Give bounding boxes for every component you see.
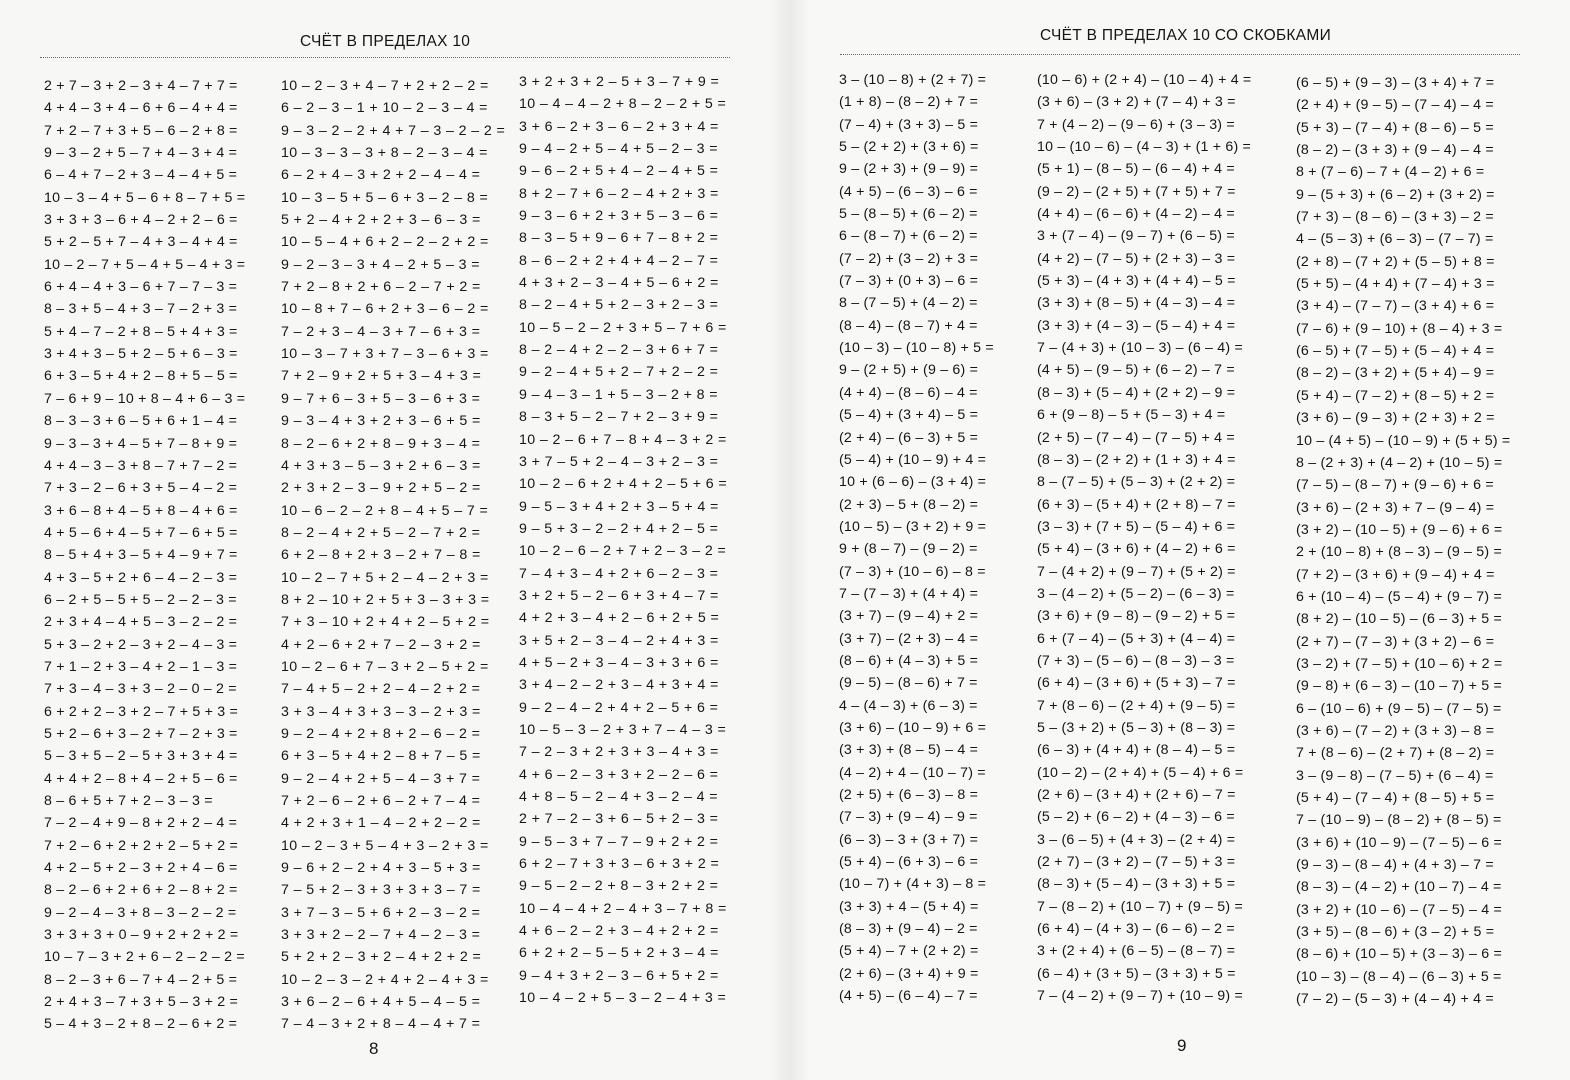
exercise-item: 4 + 4 – 3 + 4 – 6 + 6 – 4 + 4 =	[44, 100, 238, 117]
exercise-item: 7 + 2 – 8 + 2 + 6 – 2 – 7 + 2 =	[281, 279, 481, 296]
exercise-item: 8 – 2 – 4 + 2 – 2 – 3 + 6 + 7 =	[519, 342, 719, 359]
exercise-item: 4 + 2 – 6 + 2 + 7 – 2 – 3 + 2 =	[281, 636, 481, 653]
exercise-item: (10 – 5) – (3 + 2) + 9 =	[839, 518, 987, 535]
exercise-item: 6 + 4 – 4 + 3 – 6 + 7 – 7 – 3 =	[44, 279, 238, 296]
exercise-item: (7 – 3) + (10 – 6) – 8 =	[839, 563, 986, 580]
exercise-item: 9 – 2 – 3 – 3 + 4 – 2 + 5 – 3 =	[281, 256, 480, 273]
exercise-item: 7 + 2 – 6 + 2 + 2 + 2 – 5 + 2 =	[44, 837, 238, 854]
exercise-item: 3 – (6 – 5) + (4 + 3) – (2 + 4) =	[1037, 831, 1236, 848]
exercise-item: 4 + 8 – 5 – 2 – 4 + 3 – 2 – 4 =	[519, 789, 718, 805]
exercise-item: 3 + 4 + 3 – 5 + 2 – 5 + 6 – 3 =	[44, 346, 238, 363]
exercise-item: 9 – 3 – 2 – 2 + 4 + 7 – 3 – 2 – 2 =	[281, 122, 506, 139]
exercise-item: 8 – 5 + 4 + 3 – 5 + 4 – 9 + 7 =	[44, 547, 238, 564]
exercise-item: 6 + (7 – 4) – (5 + 3) + (4 – 4) =	[1037, 630, 1236, 647]
exercise-item: 7 – (8 – 2) + (10 – 7) + (9 – 5) =	[1037, 898, 1243, 915]
exercise-item: (3 + 2) + (10 – 6) – (7 – 5) – 4 =	[1296, 901, 1502, 918]
exercise-item: 3 + 5 + 2 – 3 – 4 – 2 + 4 + 3 =	[519, 632, 719, 649]
exercise-item: 10 – 2 – 3 – 2 + 4 + 2 – 4 + 3 =	[281, 971, 489, 988]
exercise-item: (5 + 4) – (7 – 2) + (8 – 5) + 2 =	[1296, 387, 1495, 404]
exercise-item: (8 – 3) – (2 + 2) + (1 + 3) + 4 =	[1037, 451, 1236, 468]
exercise-item: 6 + 2 – 7 + 3 + 3 – 6 + 3 + 2 =	[519, 856, 720, 873]
exercise-item: 10 – 2 – 3 + 5 – 4 + 3 – 2 + 3 =	[281, 837, 489, 854]
exercise-item: 10 – 3 – 7 + 3 + 7 – 3 – 6 + 3 =	[281, 346, 489, 363]
exercise-item: 6 + 2 – 8 + 2 + 3 – 2 + 7 – 8 =	[281, 547, 481, 564]
exercise-item: 9 – 3 – 2 + 5 – 7 + 4 – 3 + 4 =	[44, 145, 238, 162]
exercise-item: 10 – 5 – 4 + 6 + 2 – 2 – 2 + 2 =	[281, 234, 489, 251]
exercise-item: 9 – 5 – 3 + 7 – 7 – 9 + 2 + 2 =	[519, 833, 719, 850]
exercise-item: 10 – 7 – 3 + 2 + 6 – 2 – 2 – 2 =	[44, 949, 245, 966]
exercise-item: 3 + 7 – 5 + 2 – 4 – 3 + 2 – 3 =	[519, 453, 719, 470]
exercise-item: 2 + 7 – 2 – 3 + 6 – 5 + 2 – 3 =	[519, 811, 719, 828]
exercise-item: 9 – 2 – 4 – 2 + 4 + 2 – 5 + 6 =	[519, 699, 719, 716]
exercise-item: 6 – (8 – 7) + (6 – 2) =	[839, 228, 978, 245]
exercise-item: (5 + 4) – (7 – 4) + (8 – 5) + 5 =	[1296, 790, 1495, 806]
exercise-item: (8 – 3) + (5 – 4) – (3 + 3) + 5 =	[1037, 876, 1236, 893]
exercise-item: (5 – 2) + (6 – 2) + (4 – 3) – 6 =	[1037, 809, 1235, 826]
exercise-item: (8 – 3) + (5 – 4) + (2 + 2) – 9 =	[1037, 384, 1236, 401]
exercise-item: 8 – 3 – 3 + 6 – 5 + 6 + 1 – 4 =	[44, 413, 238, 430]
exercise-item: 5 – (3 + 2) + (5 – 3) + (8 – 3) =	[1037, 719, 1236, 736]
exercise-item: 9 – (5 + 3) + (6 – 2) + (3 + 2) =	[1296, 186, 1495, 203]
exercise-item: (4 + 4) – (8 – 6) – 4 =	[839, 384, 978, 401]
exercise-item: (4 + 5) – (9 – 5) + (6 – 2) – 7 =	[1037, 362, 1235, 379]
exercise-item: (6 – 3) – 3 + (3 + 7) =	[839, 831, 979, 848]
exercise-item: 9 – 6 – 2 + 5 + 4 – 2 – 4 + 5 =	[519, 163, 719, 180]
exercise-item: (2 + 6) – (3 + 4) + (2 + 6) – 7 =	[1037, 787, 1236, 803]
exercise-item: 6 + (10 – 4) – (5 – 4) + (9 – 7) =	[1296, 588, 1502, 605]
exercise-item: 6 – 2 – 3 – 1 + 10 – 2 – 3 – 4 =	[281, 100, 488, 117]
exercise-item: (8 – 6) + (4 – 3) + 5 =	[839, 652, 979, 669]
exercise-item: (4 + 4) – (6 – 6) + (4 – 2) – 4 =	[1037, 206, 1235, 223]
exercise-item: 8 – 3 + 5 – 4 + 3 – 7 – 2 + 3 =	[44, 301, 238, 318]
exercise-item: 8 – 2 – 6 + 2 + 6 + 2 – 8 + 2 =	[44, 882, 238, 899]
exercise-item: 9 – 3 – 3 + 4 – 5 + 7 – 8 + 9 =	[44, 435, 238, 452]
exercise-item: 9 – 5 + 3 – 2 – 2 + 4 + 2 – 5 =	[519, 520, 719, 537]
exercise-item: (5 + 3) – (7 – 4) + (8 – 6) – 5 =	[1296, 119, 1494, 136]
exercise-item: 7 – 5 + 2 – 3 + 3 + 3 + 3 – 7 =	[281, 882, 481, 899]
exercise-item: (2 + 4) + (9 – 5) – (7 – 4) – 4 =	[1296, 97, 1494, 114]
exercise-item: 7 + 3 – 2 – 6 + 3 + 5 – 4 – 2 =	[44, 480, 238, 497]
exercise-item: (2 + 8) – (7 + 2) + (5 – 5) + 8 =	[1296, 253, 1495, 270]
exercise-item: (3 + 6) – (10 – 9) + 6 =	[839, 719, 987, 736]
exercise-item: (3 + 3) + (8 – 5) – 4 =	[839, 742, 979, 759]
exercise-item: 3 + 6 – 8 + 4 – 5 + 8 – 4 + 6 =	[44, 502, 238, 519]
exercise-item: 4 + 2 + 3 + 1 – 4 – 2 + 2 – 2 =	[281, 815, 481, 832]
exercise-item: 2 + 7 – 3 + 2 – 3 + 4 – 7 + 7 =	[44, 78, 238, 94]
exercise-item: 7 + 3 – 10 + 2 + 4 + 2 – 5 + 2 =	[281, 614, 490, 631]
exercise-item: 10 – 4 – 4 – 2 + 8 – 2 – 2 + 5 =	[519, 96, 727, 113]
exercise-item: (9 – 3) – (8 – 4) + (4 + 3) – 7 =	[1296, 857, 1494, 874]
exercise-item: 10 – 5 – 3 – 2 + 3 + 7 – 4 – 3 =	[519, 721, 727, 738]
exercise-item: 8 – 2 – 6 + 2 + 8 – 9 + 3 – 4 =	[281, 435, 481, 452]
dotted-divider	[40, 57, 730, 58]
exercise-item: 10 – (10 – 6) – (4 – 3) + (1 + 6) =	[1037, 139, 1252, 156]
exercise-item: (3 + 6) + (9 – 8) – (9 – 2) + 5 =	[1037, 608, 1236, 625]
exercise-item: 10 – (4 + 5) – (10 – 9) + (5 + 5) =	[1296, 432, 1511, 449]
exercise-item: 7 – (4 + 2) + (9 – 7) + (5 + 2) =	[1037, 563, 1236, 580]
exercise-item: 10 – 4 – 2 + 5 – 3 – 2 – 4 + 3 =	[519, 990, 727, 1007]
exercise-item: 9 – 6 + 2 – 2 + 4 + 3 – 5 + 3 =	[281, 860, 481, 877]
exercise-item: (7 – 3) + (9 – 4) – 9 =	[839, 809, 978, 826]
exercise-item: 6 + 2 + 2 – 3 + 2 – 7 + 5 + 3 =	[44, 703, 238, 720]
exercise-item: 3 + (7 – 4) – (9 – 7) + (6 – 5) =	[1037, 228, 1235, 245]
exercise-item: 10 – 2 – 7 + 5 – 4 + 5 – 4 + 3 =	[44, 256, 246, 273]
exercise-item: 4 + 4 – 3 – 3 + 8 – 7 + 7 – 2 =	[44, 457, 238, 474]
exercise-item: 2 + 3 + 4 – 4 + 5 – 3 – 2 – 2 =	[44, 614, 238, 631]
exercise-item: (4 + 2) – (7 – 5) + (2 + 3) – 3 =	[1037, 250, 1236, 267]
exercise-item: (6 – 5) + (7 – 5) + (5 – 4) + 4 =	[1296, 343, 1495, 360]
exercise-item: (8 – 6) + (10 – 5) + (3 – 3) – 6 =	[1296, 946, 1502, 963]
exercise-item: 8 – 3 + 5 – 2 – 7 + 2 – 3 + 9 =	[519, 409, 719, 426]
exercise-item: (7 – 5) – (8 – 7) + (9 – 6) + 6 =	[1296, 477, 1494, 494]
exercise-item: 8 – 3 – 5 + 9 – 6 + 7 – 8 + 2 =	[519, 230, 719, 247]
exercise-item: (2 + 4) – (6 – 3) + 5 =	[839, 429, 979, 446]
exercise-item: (2 + 3) – 5 + (8 – 2) =	[839, 496, 979, 513]
exercise-item: (3 + 4) – (7 – 7) – (3 + 4) + 6 =	[1296, 298, 1495, 315]
exercise-item: (10 – 3) – (8 – 4) – (6 – 3) + 5 =	[1296, 968, 1502, 985]
exercise-item: (5 + 4) – 7 + (2 + 2) =	[839, 943, 979, 960]
exercise-item: 4 – (5 – 3) + (6 – 3) – (7 – 7) =	[1296, 231, 1494, 248]
exercise-item: 4 + 3 + 2 – 3 – 4 + 5 – 6 + 2 =	[519, 275, 719, 292]
exercise-item: (6 – 4) + (3 + 5) – (3 + 3) + 5 =	[1037, 965, 1236, 982]
exercise-item: 9 – 2 – 4 + 2 + 5 – 4 – 3 + 7 =	[281, 770, 481, 787]
exercise-item: 7 + 2 – 7 + 3 + 5 – 6 – 2 + 8 =	[44, 122, 238, 139]
exercise-item: (9 – 5) – (8 – 6) + 7 =	[839, 675, 978, 692]
exercise-item: (3 + 6) + (10 – 9) – (7 – 5) – 6 =	[1296, 834, 1502, 851]
exercise-item: 7 + (4 – 2) – (9 – 6) + (3 – 3) =	[1037, 116, 1235, 133]
exercise-item: (4 – 2) + 4 – (10 – 7) =	[839, 764, 986, 781]
exercise-item: 5 + 4 – 7 – 2 + 8 – 5 + 4 + 3 =	[44, 323, 238, 340]
exercise-column	[1037, 69, 1251, 1007]
exercise-item: 7 – 2 – 4 + 9 – 8 + 2 + 2 – 4 =	[44, 815, 238, 832]
exercise-item: 10 – 2 – 6 – 2 + 7 + 2 – 3 – 2 =	[519, 543, 727, 560]
exercise-item: 10 – 6 – 2 – 2 + 8 – 4 + 5 – 7 =	[281, 502, 489, 519]
exercise-item: (7 – 3) + (0 + 3) – 6 =	[839, 273, 979, 290]
exercise-item: (10 – 6) + (2 + 4) – (10 – 4) + 4 =	[1037, 72, 1252, 88]
exercise-item: 10 – 8 + 7 – 6 + 2 + 3 – 6 – 2 =	[281, 301, 489, 318]
page-number: 9	[1177, 1036, 1187, 1055]
exercise-item: 10 – 2 – 6 + 7 – 3 + 2 – 5 + 2 =	[281, 658, 489, 675]
page-title: СЧЁТ В ПРЕДЕЛАХ 10	[300, 33, 471, 50]
exercise-item: 9 – 2 – 4 – 3 + 8 – 3 – 2 – 2 =	[44, 904, 237, 921]
exercise-item: 10 – 2 – 6 + 7 – 8 + 4 – 3 + 2 =	[519, 431, 727, 448]
exercise-column	[281, 75, 505, 1036]
exercise-item: 3 + 4 – 2 – 2 + 3 – 4 + 3 + 4 =	[519, 677, 719, 694]
exercise-item: (2 + 7) – (3 + 2) – (7 – 5) + 3 =	[1037, 854, 1236, 871]
exercise-item: 3 – (9 – 8) – (7 – 5) + (6 – 4) =	[1296, 767, 1494, 784]
exercise-item: 4 + 6 – 2 – 3 + 3 + 2 – 2 – 6 =	[519, 766, 719, 783]
exercise-item: (5 + 4) – (6 + 3) – 6 =	[839, 854, 979, 871]
exercise-item: (3 + 3) + (8 – 5) + (4 – 3) – 4 =	[1037, 295, 1236, 312]
exercise-item: 4 + 2 – 5 + 2 – 3 + 2 + 4 – 6 =	[44, 860, 238, 877]
exercise-column	[839, 69, 994, 1007]
exercise-item: 7 + 2 – 6 – 2 + 6 – 2 + 7 – 4 =	[281, 793, 481, 809]
exercise-item: 4 – (4 – 3) + (6 – 3) =	[839, 697, 978, 714]
exercise-item: 7 – 6 + 9 – 10 + 8 – 4 + 6 – 3 =	[44, 390, 246, 407]
exercise-item: 10 – 3 – 5 + 5 – 6 + 3 – 2 – 8 =	[281, 189, 489, 206]
exercise-item: (7 + 3) – (8 – 6) – (3 + 3) – 2 =	[1296, 209, 1494, 226]
exercise-column	[44, 75, 245, 1036]
exercise-item: 4 + 2 + 3 – 4 + 2 – 6 + 2 + 5 =	[519, 610, 720, 627]
exercise-item: 4 + 3 + 3 – 5 – 3 + 2 + 6 – 3 =	[281, 457, 481, 474]
exercise-item: (7 – 4) + (3 + 3) – 5 =	[839, 116, 979, 133]
exercise-item: 8 – (7 – 5) + (5 – 3) + (2 + 2) =	[1037, 474, 1236, 491]
exercise-item: 10 – 2 – 7 + 5 + 2 – 4 – 2 + 3 =	[281, 569, 489, 586]
exercise-item: 7 + 1 – 2 + 3 – 4 + 2 – 1 – 3 =	[44, 658, 238, 675]
exercise-item: 6 + 2 + 2 – 5 – 5 + 2 + 3 – 4 =	[519, 945, 719, 962]
exercise-item: (8 – 2) – (3 + 2) + (5 + 4) – 9 =	[1296, 365, 1495, 382]
exercise-item: (8 + 2) – (10 – 5) – (6 – 3) + 5 =	[1296, 611, 1502, 628]
exercise-item: (2 + 7) – (7 – 3) + (3 + 2) – 6 =	[1296, 633, 1495, 650]
exercise-item: 4 + 5 – 6 + 4 – 5 + 7 – 6 + 5 =	[44, 524, 238, 541]
exercise-item: 3 + 6 – 2 + 3 – 6 – 2 + 3 + 4 =	[519, 118, 719, 135]
exercise-item: 7 – 4 + 5 – 2 + 2 – 4 – 2 + 2 =	[281, 681, 481, 698]
exercise-item: 9 – 4 – 2 + 5 – 4 + 5 – 2 – 3 =	[519, 141, 718, 158]
exercise-item: (3 + 6) – (3 + 2) + (7 – 4) + 3 =	[1037, 94, 1236, 111]
exercise-item: (10 – 2) – (2 + 4) + (5 – 4) + 6 =	[1037, 764, 1244, 781]
exercise-item: (6 – 5) + (9 – 3) – (3 + 4) + 7 =	[1296, 75, 1495, 91]
exercise-item: 4 + 5 – 2 + 3 – 4 – 3 + 3 + 6 =	[519, 654, 719, 671]
exercise-item: 5 – 3 + 5 – 2 – 5 + 3 + 3 + 4 =	[44, 748, 238, 765]
exercise-item: (8 – 3) – (4 – 2) + (10 – 7) – 4 =	[1296, 879, 1502, 896]
exercise-column	[519, 71, 727, 1009]
exercise-item: (6 + 3) – (5 + 4) + (2 + 8) – 7 =	[1037, 496, 1236, 513]
exercise-item: 8 + 2 – 10 + 2 + 5 + 3 – 3 + 3 =	[281, 591, 490, 608]
exercise-item: 2 + (10 – 8) + (8 – 3) – (9 – 5) =	[1296, 544, 1502, 561]
exercise-item: (3 + 7) – (2 + 3) – 4 =	[839, 630, 979, 647]
exercise-item: 8 + 2 – 7 + 6 – 2 – 4 + 2 + 3 =	[519, 185, 719, 202]
exercise-item: 4 + 4 + 2 – 8 + 4 – 2 + 5 – 6 =	[44, 770, 238, 787]
exercise-item: 8 – 2 – 4 + 2 + 5 – 2 – 7 + 2 =	[281, 524, 481, 541]
exercise-item: (3 – 3) + (7 + 5) – (5 – 4) + 6 =	[1037, 518, 1236, 535]
dotted-divider	[840, 54, 1520, 55]
exercise-item: 7 – 4 – 3 + 2 + 8 – 4 – 4 + 7 =	[281, 1016, 481, 1033]
page-number: 8	[369, 1039, 379, 1058]
exercise-item: 10 – 4 – 4 + 2 – 4 + 3 – 7 + 8 =	[519, 900, 727, 917]
exercise-item: (3 + 6) – (7 – 2) + (3 + 3) – 8 =	[1296, 722, 1495, 739]
exercise-item: 9 – 5 – 3 + 4 + 2 + 3 – 5 + 4 =	[519, 498, 719, 515]
exercise-item: (3 – 2) + (7 – 5) + (10 – 6) + 2 =	[1296, 655, 1503, 672]
exercise-item: (6 – 3) + (4 + 4) + (8 – 4) – 5 =	[1037, 742, 1236, 759]
exercise-item: (3 + 3) + 4 – (5 + 4) =	[839, 898, 979, 915]
exercise-item: (5 – 4) + (10 – 9) + 4 =	[839, 451, 987, 468]
exercise-item: (4 + 5) – (6 – 4) – 7 =	[839, 988, 978, 1005]
exercise-item: 9 – (2 + 5) + (9 – 6) =	[839, 362, 979, 379]
exercise-item: 10 + (6 – 6) – (3 + 4) =	[839, 474, 987, 491]
exercise-item: 4 + 3 – 5 + 2 + 6 – 4 – 2 – 3 =	[44, 569, 238, 586]
exercise-item: (3 + 7) – (9 – 4) + 2 =	[839, 608, 979, 625]
exercise-item: 7 – (4 + 3) + (10 – 3) – (6 – 4) =	[1037, 340, 1243, 357]
exercise-item: 3 + 3 + 3 + 0 – 9 + 2 + 2 + 2 =	[44, 927, 239, 944]
exercise-item: 7 + 2 – 9 + 2 + 5 + 3 – 4 + 3 =	[281, 368, 482, 385]
exercise-item: (3 + 2) – (10 – 5) + (9 – 6) + 6 =	[1296, 521, 1503, 538]
exercise-item: (3 + 3) + (4 – 3) – (5 – 4) + 4 =	[1037, 317, 1236, 334]
exercise-item: 8 – 2 – 3 + 6 – 7 + 4 – 2 + 5 =	[44, 971, 238, 988]
exercise-item: (2 + 5) – (7 – 4) – (7 – 5) + 4 =	[1037, 429, 1235, 446]
exercise-item: 9 – 3 – 4 + 3 + 2 + 3 – 6 + 5 =	[281, 413, 481, 430]
exercise-item: 5 + 2 + 2 – 3 + 2 – 4 + 2 + 2 =	[281, 949, 482, 966]
exercise-item: 8 – 6 + 5 + 7 + 2 – 3 – 3 =	[44, 793, 213, 809]
exercise-item: 3 + 3 – 4 + 3 + 3 – 3 – 2 + 3 =	[281, 703, 481, 720]
exercise-item: 5 + 2 – 4 + 2 + 2 + 3 – 6 – 3 =	[281, 212, 481, 229]
exercise-item: 6 – 4 + 7 – 2 + 3 – 4 – 4 + 5 =	[44, 167, 238, 184]
exercise-item: (4 + 5) – (6 – 3) – 6 =	[839, 183, 978, 200]
exercise-item: 3 + 3 + 2 – 2 – 7 + 4 – 2 – 3 =	[281, 927, 481, 944]
exercise-item: (10 – 3) – (10 – 8) + 5 =	[839, 340, 994, 357]
exercise-item: 10 – 2 – 3 + 4 – 7 + 2 + 2 – 2 =	[281, 78, 489, 94]
exercise-item: 3 + 2 + 5 – 2 – 6 + 3 + 4 – 7 =	[519, 587, 719, 604]
exercise-item: (5 – 4) + (3 + 4) – 5 =	[839, 407, 979, 424]
exercise-item: 6 + (9 – 8) – 5 + (5 – 3) + 4 =	[1037, 407, 1226, 424]
exercise-item: (6 + 4) – (3 + 6) + (5 + 3) – 7 =	[1037, 675, 1236, 692]
exercise-item: 9 – 7 + 6 – 3 + 5 – 3 – 6 + 3 =	[281, 390, 481, 407]
exercise-item: 5 – (8 – 5) + (6 – 2) =	[839, 206, 978, 223]
exercise-item: 6 – 2 + 5 – 5 + 5 – 2 – 2 – 3 =	[44, 591, 237, 608]
exercise-item: 3 + 3 + 3 – 6 + 4 – 2 + 2 – 6 =	[44, 212, 238, 229]
exercise-item: 7 – (10 – 9) – (8 – 2) + (8 – 5) =	[1296, 812, 1502, 829]
exercise-item: (5 + 3) – (4 + 3) + (4 + 4) – 5 =	[1037, 273, 1236, 290]
exercise-item: 10 – 5 – 2 – 2 + 3 + 5 – 7 + 6 =	[519, 319, 727, 336]
exercise-item: 3 + (2 + 4) + (6 – 5) – (8 – 7) =	[1037, 943, 1236, 960]
exercise-item: 3 – (10 – 8) + (2 + 7) =	[839, 72, 987, 88]
exercise-item: (6 + 4) – (4 + 3) – (6 – 6) – 2 =	[1037, 921, 1235, 938]
exercise-item: 7 – (4 – 2) + (9 – 7) + (10 – 9) =	[1037, 988, 1243, 1005]
exercise-item: 8 – 6 – 2 + 2 + 4 + 4 – 2 – 7 =	[519, 252, 719, 269]
exercise-item: 8 – 2 – 4 + 5 + 2 – 3 + 2 – 3 =	[519, 297, 719, 314]
exercise-item: 8 – (7 – 5) + (4 – 2) =	[839, 295, 978, 312]
exercise-item: 2 + 4 + 3 – 7 + 3 + 5 – 3 + 2 =	[44, 994, 238, 1011]
exercise-item: (5 + 5) – (4 + 4) + (7 – 4) + 3 =	[1296, 276, 1495, 293]
exercise-item: (3 + 5) – (8 – 6) + (3 – 2) + 5 =	[1296, 924, 1495, 941]
exercise-item: (7 + 2) – (3 + 6) + (9 – 4) + 4 =	[1296, 566, 1495, 583]
exercise-item: 5 + 3 – 2 + 2 – 3 + 2 – 4 – 3 =	[44, 636, 238, 653]
exercise-item: 7 – 2 – 3 + 2 + 3 + 3 – 4 + 3 =	[519, 744, 719, 761]
exercise-item: 6 – 2 + 4 – 3 + 2 + 2 – 4 – 4 =	[281, 167, 481, 184]
exercise-item: 9 – 5 – 2 – 2 + 8 – 3 + 2 + 2 =	[519, 878, 719, 895]
exercise-item: 6 – (10 – 6) + (9 – 5) – (7 – 5) =	[1296, 700, 1502, 717]
exercise-item: 6 + 3 – 5 + 4 + 2 – 8 + 5 – 5 =	[44, 368, 238, 385]
exercise-item: 3 – (4 – 2) + (5 – 2) – (6 – 3) =	[1037, 585, 1235, 602]
exercise-item: (9 – 2) – (2 + 5) + (7 + 5) + 7 =	[1037, 183, 1236, 200]
exercise-item: 5 + 2 – 6 + 3 – 2 + 7 – 2 + 3 =	[44, 725, 238, 742]
exercise-item: 9 – (2 + 3) + (9 – 9) =	[839, 161, 979, 178]
exercise-item: (7 – 2) – (5 – 3) + (4 – 4) + 4 =	[1296, 991, 1494, 1008]
exercise-item: 4 + 6 – 2 – 2 + 3 – 4 + 2 + 2 =	[519, 923, 719, 940]
exercise-item: 3 + 6 – 2 – 6 + 4 + 5 – 4 – 5 =	[281, 994, 481, 1011]
exercise-item: (3 + 6) – (2 + 3) + 7 – (9 – 4) =	[1296, 499, 1495, 516]
exercise-item: 7 + (8 – 6) – (2 + 7) + (8 – 2) =	[1296, 745, 1495, 762]
page-title: СЧЁТ В ПРЕДЕЛАХ 10 СО СКОБКАМИ	[1040, 27, 1332, 44]
exercise-item: (8 – 2) – (3 + 3) + (9 – 4) – 4 =	[1296, 142, 1494, 159]
exercise-item: 7 + 3 – 4 – 3 + 3 – 2 – 0 – 2 =	[44, 681, 237, 698]
exercise-item: 5 – 4 + 3 – 2 + 8 – 2 – 6 + 2 =	[44, 1016, 238, 1033]
exercise-item: 8 + (7 – 6) – 7 + (4 – 2) + 6 =	[1296, 164, 1485, 181]
exercise-item: 10 – 3 – 3 – 3 + 8 – 2 – 3 – 4 =	[281, 145, 488, 162]
exercise-item: 7 + (8 – 6) – (2 + 4) + (9 – 5) =	[1037, 697, 1236, 714]
exercise-item: 6 + 3 – 5 + 4 + 2 – 8 + 7 – 5 =	[281, 748, 481, 765]
exercise-item: 7 – 2 + 3 – 4 – 3 + 7 – 6 + 3 =	[281, 323, 481, 340]
page-right	[785, 0, 1570, 1080]
exercise-item: (9 – 8) + (6 – 3) – (10 – 7) + 5 =	[1296, 678, 1502, 695]
exercise-item: (8 – 4) – (8 – 7) + 4 =	[839, 317, 978, 334]
exercise-item: 8 – (2 + 3) + (4 – 2) + (10 – 5) =	[1296, 454, 1503, 471]
exercise-item: (5 + 1) – (8 – 5) – (6 – 4) + 4 =	[1037, 161, 1235, 178]
exercise-item: 5 – (2 + 2) + (3 + 6) =	[839, 139, 979, 156]
exercise-item: 10 – 2 – 6 + 2 + 4 + 2 – 5 + 6 =	[519, 476, 728, 493]
exercise-item: 9 – 2 – 4 + 5 + 2 – 7 + 2 – 2 =	[519, 364, 719, 381]
exercise-item: 9 – 4 + 3 + 2 – 3 – 6 + 5 + 2 =	[519, 967, 719, 984]
exercise-item: (5 + 4) – (3 + 6) + (4 – 2) + 6 =	[1037, 541, 1236, 558]
exercise-item: (3 + 6) – (9 – 3) + (2 + 3) + 2 =	[1296, 410, 1495, 427]
exercise-item: (1 + 8) – (8 – 2) + 7 =	[839, 94, 979, 111]
exercise-item: 9 + (8 – 7) – (9 – 2) =	[839, 541, 978, 558]
exercise-item: (8 – 3) + (9 – 4) – 2 =	[839, 921, 978, 938]
exercise-item: 10 – 3 – 4 + 5 – 6 + 8 – 7 + 5 =	[44, 189, 246, 206]
exercise-item: 3 + 7 – 3 – 5 + 6 + 2 – 3 – 2 =	[281, 904, 481, 921]
exercise-item: 2 + 3 + 2 – 3 – 9 + 2 + 5 – 2 =	[281, 480, 481, 497]
exercise-item: 3 + 2 + 3 + 2 – 5 + 3 – 7 + 9 =	[519, 74, 720, 90]
exercise-item: 9 – 4 – 3 – 1 + 5 – 3 – 2 + 8 =	[519, 386, 718, 403]
exercise-item: 7 – 4 + 3 – 4 + 2 + 6 – 2 – 3 =	[519, 565, 719, 582]
exercise-item: 7 – (7 – 3) + (4 + 4) =	[839, 585, 979, 602]
exercise-column	[1296, 72, 1510, 1010]
exercise-item: (7 + 3) – (5 – 6) – (8 – 3) – 3 =	[1037, 652, 1235, 669]
exercise-item: 5 + 2 – 5 + 7 – 4 + 3 – 4 + 4 =	[44, 234, 238, 251]
exercise-item: (7 – 2) + (3 – 2) + 3 =	[839, 250, 979, 267]
exercise-item: 9 – 2 – 4 + 2 + 8 + 2 – 6 – 2 =	[281, 725, 481, 742]
exercise-item: 9 – 3 – 6 + 2 + 3 + 5 – 3 – 6 =	[519, 208, 719, 225]
exercise-item: (2 + 6) – (3 + 4) + 9 =	[839, 965, 979, 982]
exercise-item: (10 – 7) + (4 + 3) – 8 =	[839, 876, 987, 893]
exercise-item: (7 – 6) + (9 – 10) + (8 – 4) + 3 =	[1296, 320, 1503, 337]
exercise-item: (2 + 5) + (6 – 3) – 8 =	[839, 787, 979, 803]
